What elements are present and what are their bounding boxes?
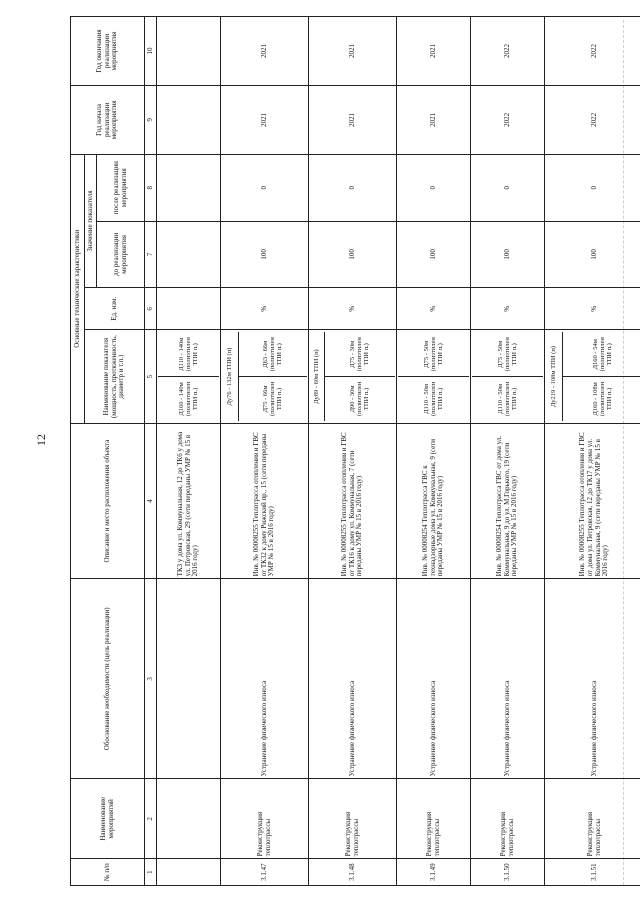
col-number: 8 [145, 154, 157, 221]
table-row [309, 17, 397, 886]
header-end-year: Год окончания реализации мероприятия [71, 17, 145, 86]
row-num: 3.1.49 [397, 859, 471, 886]
row-params [397, 330, 471, 423]
row-after: 0 [221, 154, 309, 221]
row-before: 100 [471, 221, 545, 288]
row-after: 0 [471, 154, 545, 221]
row-params [471, 330, 545, 423]
col-number: 2 [145, 779, 157, 859]
column-numbers-row [145, 17, 157, 886]
row-description: Инв. № 00008255 Теплотрасса отопления и ГВС от дома ул. Петровская, 12 до ТК17 у дома ул. Коммунальная, 9 (сети переданы УМР № 15 в 2016 году) [545, 423, 640, 579]
header-param: Наименование показателя (мощность, протяженность, диаметр и т.п.) [85, 330, 145, 423]
header-after: после реализации мероприятия [97, 154, 145, 221]
param-cell: Д90 - 30м (полиэтилен ТПИ п.) [324, 377, 395, 421]
row-start-year: 2022 [545, 85, 640, 154]
header-value: Значение показателя [85, 154, 97, 287]
param-cell: Д110 - 50м (полиэтилен ТПИ п.) [472, 377, 543, 421]
row-num: 3.1.47 [221, 859, 309, 886]
row-params [157, 330, 221, 423]
row-description: ТК3 у дома ул. Коммунальная, 12 до ТК6 у дома ул. Петровская, 29 (сети переданы УМР № 15 в 2016 году) [157, 423, 221, 579]
row-description: Инв. № 00008254 Теплотрасса ГВС к технадзорные дома ул. Коммунальная, 9 (сети переданы УМР № 15 в 2016 году) [397, 423, 471, 579]
row-after: 0 [309, 154, 397, 221]
row-end-year: 2021 [397, 17, 471, 86]
table-row [545, 17, 640, 886]
row-justification: Устранение физического износа [545, 579, 640, 779]
param-cell: Д75 - 66м (полиэтилен ТПИ п.) [238, 377, 307, 421]
row-after: 0 [545, 154, 640, 221]
header-name: Наименование мероприятий [71, 779, 145, 859]
row-unit: % [545, 288, 640, 330]
col-number: 5 [145, 330, 157, 423]
row-justification: Устранение физического износа [221, 579, 309, 779]
param-title: Ду89 - 60м ТПИ (п) [310, 332, 324, 420]
row-num: 3.1.48 [309, 859, 397, 886]
row-end-year: 2021 [309, 17, 397, 86]
row-name: Реконструкция теплотрассы [221, 779, 309, 859]
row-name: Реконструкция теплотрассы [471, 779, 545, 859]
param-cell: Д75 - 50м (полиэтилен ТПИ п.) [472, 332, 543, 376]
param-cell: Д63 - 66м (полиэтилен ТПИ п.) [238, 332, 307, 376]
header-num: № п/п [71, 859, 145, 886]
param-cell: Д160 - 108м (полиэтилен ТПИ п.) [562, 377, 640, 421]
table-row [157, 17, 221, 886]
row-unit: % [471, 288, 545, 330]
row-before: 100 [309, 221, 397, 288]
row-name: Реконструкция теплотрассы [397, 779, 471, 859]
row-before: 100 [397, 221, 471, 288]
row-end-year: 2022 [545, 17, 640, 86]
param-cell: Д160 - 140м (полиэтилен ТПИ п.) [158, 377, 219, 421]
row-description: Инв. № 00008254 Теплотрасса ГВС от дома ул. Коммунальная, 9 до ул. М.Горького, 19 (сети переданы УМР № 15 в 2016 году) [471, 423, 545, 579]
header-justification: Обоснование необходимости (цель реализации) [71, 579, 145, 779]
row-start-year: 2021 [309, 85, 397, 154]
table-row [471, 17, 545, 886]
row-description: Инв. № 00008255 Теплотрасса отопления и ГВС от ТК32 к дому Рижский пр., 15 (сети переданы УМР № 15 в 2016 году) [221, 423, 309, 579]
col-number: 7 [145, 221, 157, 288]
row-start-year: 2022 [471, 85, 545, 154]
row-unit: % [221, 288, 309, 330]
page-number: 12 [34, 434, 48, 446]
row-unit: % [309, 288, 397, 330]
param-cell: Д75 - 30м (полиэтилен ТПИ п.) [324, 332, 395, 376]
row-before: 100 [545, 221, 640, 288]
row-num: 3.1.50 [471, 859, 545, 886]
rotated-page [70, 16, 625, 886]
header-description: Описание и место расположения объекта [71, 423, 145, 579]
row-justification: Устранение физического износа [397, 579, 471, 779]
col-number: 9 [145, 85, 157, 154]
header-before: до реализации мероприятия [97, 221, 145, 288]
row-start-year: 2021 [221, 85, 309, 154]
row-name: Реконструкция теплотрассы [309, 779, 397, 859]
row-justification: Устранение физического износа [309, 579, 397, 779]
param-title: Ду76 - 132м ТПИ (п) [222, 332, 238, 420]
col-number: 4 [145, 423, 157, 579]
row-justification: Устранение физического износа [471, 579, 545, 779]
row-num: 3.1.51 [545, 859, 640, 886]
row-before: 100 [221, 221, 309, 288]
table-row [221, 17, 309, 886]
param-title: Ду219 - 108м ТПИ (п) [546, 332, 562, 420]
param-cell: Д160 - 54м (полиэтилен ТПИ п.) [562, 332, 640, 376]
table-row [397, 17, 471, 886]
row-end-year: 2022 [471, 17, 545, 86]
col-number: 6 [145, 288, 157, 330]
col-number: 10 [145, 17, 157, 86]
col-number: 1 [145, 859, 157, 886]
col-number: 3 [145, 579, 157, 779]
param-cell: Д110 - 140м (полиэтилен ТПИ п.) [158, 332, 219, 376]
param-cell: Д110 - 50м (полиэтилен ТПИ п.) [398, 377, 469, 421]
param-cell: Д75 - 50м (полиэтилен ТПИ п.) [398, 332, 469, 376]
row-description: Инв. № 00008255 Теплотрасса отопления и ГВС от ТК16 к дому ул. Коммунальная, 7 (сети переданы УМР № 15 в 2016 году) [309, 423, 397, 579]
row-params [221, 330, 309, 423]
row-after: 0 [397, 154, 471, 221]
row-unit: % [397, 288, 471, 330]
row-name: Реконструкция теплотрассы [545, 779, 640, 859]
header-unit: Ед. изм. [85, 288, 145, 330]
measures-table [70, 16, 640, 886]
header-tech-char: Основные технические характеристики [71, 154, 85, 423]
row-start-year: 2021 [397, 85, 471, 154]
row-params [545, 330, 640, 423]
row-params [309, 330, 397, 423]
header-start-year: Год начала реализации мероприятия [71, 85, 145, 154]
row-end-year: 2021 [221, 17, 309, 86]
